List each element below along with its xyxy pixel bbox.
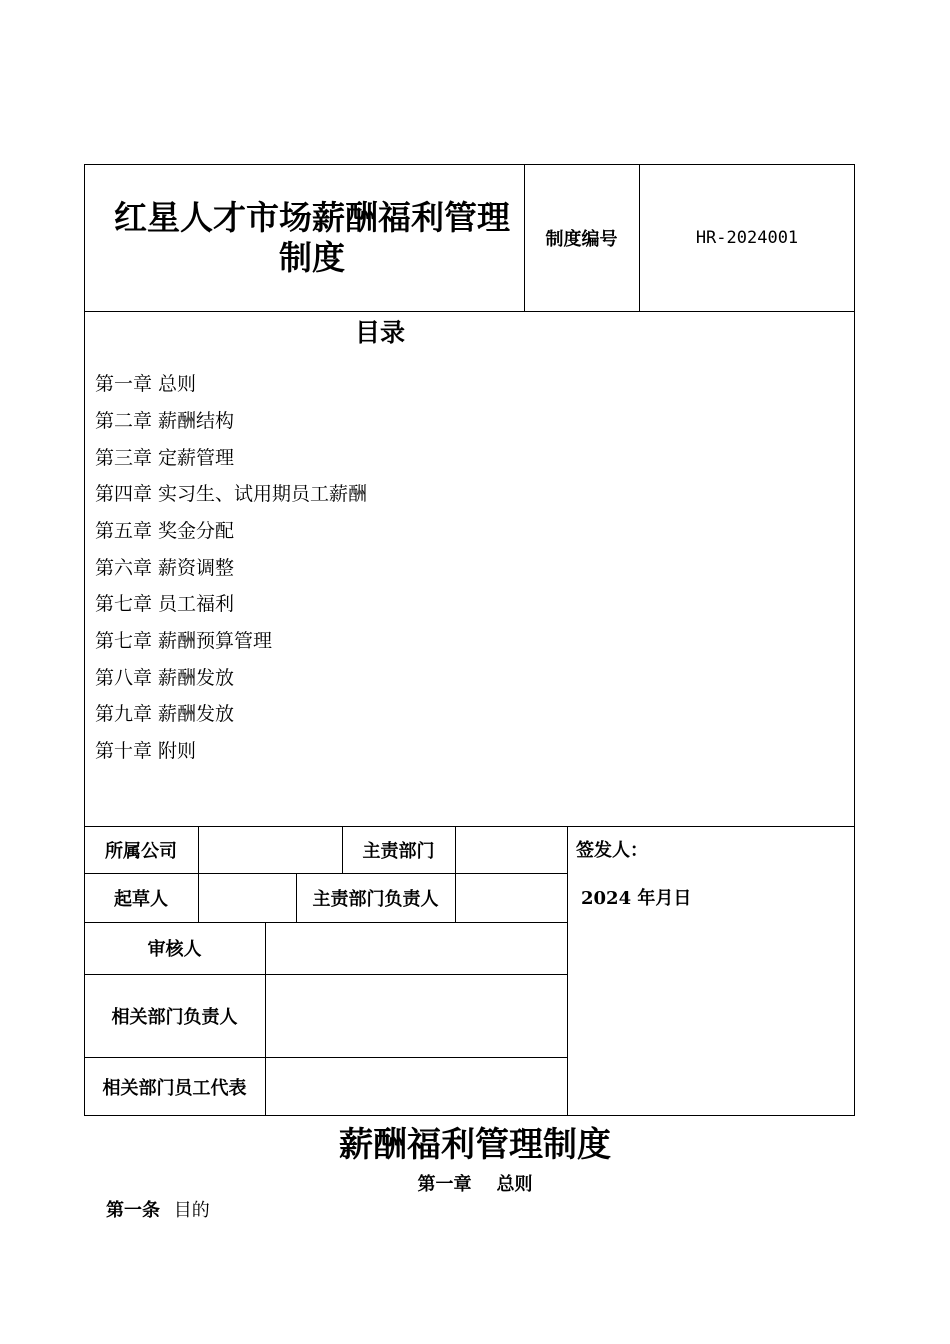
body-title: 薪酬福利管理制度 bbox=[339, 1125, 611, 1165]
toc-item[interactable]: 第一章 总则 bbox=[95, 373, 197, 395]
toc-item[interactable]: 第四章 实习生、试用期员工薪酬 bbox=[95, 483, 368, 505]
toc-item[interactable]: 第七章 薪酬预算管理 bbox=[95, 630, 273, 652]
toc-item[interactable]: 第三章 定薪管理 bbox=[95, 447, 235, 469]
toc-item[interactable]: 第九章 薪酬发放 bbox=[95, 703, 235, 725]
code-label: 制度编号 bbox=[545, 229, 618, 250]
toc-item[interactable]: 第八章 薪酬发放 bbox=[95, 667, 235, 689]
toc-item[interactable]: 第七章 员工福利 bbox=[95, 593, 235, 615]
approval-right-divider bbox=[567, 826, 568, 1116]
related-rep-field[interactable] bbox=[265, 1057, 567, 1116]
toc-item[interactable]: 第二章 薪酬结构 bbox=[95, 410, 235, 432]
dept-head-label: 主责部门负责人 bbox=[312, 888, 439, 910]
code-value: HR-2024001 bbox=[695, 228, 799, 248]
toc-item[interactable]: 第六章 薪资调整 bbox=[95, 557, 235, 579]
toc-item[interactable]: 第十章 附则 bbox=[95, 740, 197, 762]
company-field[interactable] bbox=[198, 826, 342, 873]
document-title: 红星人才市场薪酬福利管理制度 bbox=[114, 198, 510, 277]
article-line bbox=[106, 1196, 210, 1222]
article-label: 第一条 bbox=[106, 1200, 160, 1221]
article-text: 目的 bbox=[173, 1200, 210, 1221]
dept-head-field[interactable] bbox=[455, 873, 567, 922]
toc-title: 目录 bbox=[354, 318, 405, 347]
drafter-label: 起草人 bbox=[114, 888, 168, 910]
related-head-field[interactable] bbox=[265, 974, 567, 1057]
toc-item[interactable]: 第五章 奖金分配 bbox=[95, 520, 235, 542]
related-rep-label: 相关部门员工代表 bbox=[102, 1077, 247, 1099]
reviewer-field[interactable] bbox=[265, 922, 567, 974]
related-head-label: 相关部门负责人 bbox=[111, 1006, 238, 1028]
sign-date: 2024 年月日 bbox=[581, 888, 692, 909]
chapter-heading: 第一章 总则 bbox=[417, 1174, 533, 1195]
dept-field[interactable] bbox=[455, 826, 567, 873]
company-label: 所属公司 bbox=[105, 840, 177, 862]
drafter-field[interactable] bbox=[198, 873, 296, 922]
reviewer-label: 审核人 bbox=[147, 939, 202, 960]
dept-label: 主责部门 bbox=[362, 840, 435, 862]
signer-label: 签发人： bbox=[576, 840, 648, 861]
